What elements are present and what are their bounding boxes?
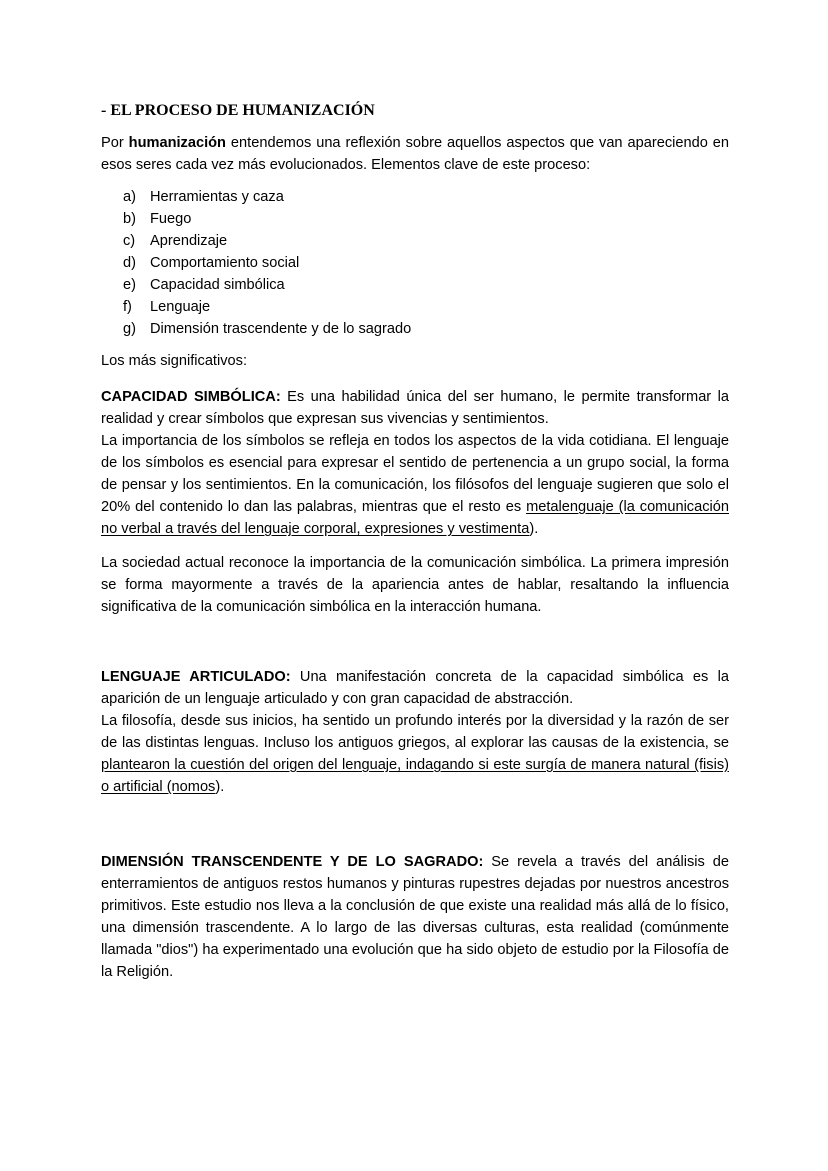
- trascendente-label: DIMENSIÓN TRANSCENDENTE Y DE LO SAGRADO:: [101, 854, 484, 870]
- list-marker: g): [123, 321, 136, 337]
- simbolica-text2-end: ).: [529, 521, 539, 537]
- trascendente-text: Se revela a través del análisis de enterramientos de antiguos restos humanos y pinturas rupestres dejadas por nuestros ancestros primitivos. Este estudio nos lleva a la conclusión de que existe una realidad más allá de lo físico, una dimensión trascendente. A lo largo de las diversas culturas, esta realidad (comúnmente llamada "dios") ha experimentado una evolución que ha sido objeto de estudio por la Filosofía de la Religión.: [101, 854, 729, 980]
- lenguaje-text2-end: ).: [215, 779, 225, 795]
- simbolica-label: CAPACIDAD SIMBÓLICA:: [101, 389, 281, 405]
- list-marker: c): [123, 233, 136, 249]
- lenguaje-text1: Una manifestación concreta de la capacidad simbólica es la aparición de un lenguaje articulado y con gran capacidad de abstracción.: [101, 669, 729, 707]
- lenguaje-label: LENGUAJE ARTICULADO:: [101, 669, 291, 685]
- list-item: [123, 186, 729, 208]
- trascendente-paragraph: [101, 851, 729, 983]
- list-marker: a): [123, 189, 136, 205]
- most-significant-line: Los más significativos:: [101, 353, 247, 369]
- list-marker: d): [123, 255, 136, 271]
- lenguaje-underlined: plantearon la cuestión del origen del lenguaje, indagando si este surgía de manera natural (fisis) o artificial (nomos: [101, 757, 729, 795]
- intro-bold-term: humanización: [128, 135, 226, 151]
- list-text: Lenguaje: [150, 299, 211, 315]
- list-item: [123, 274, 729, 296]
- simbolica-underlined: metalenguaje (la comunicación no verbal a través del lenguaje corporal, expresiones y vestimenta: [101, 499, 729, 537]
- list-text: Comportamiento social: [150, 255, 300, 271]
- list-item: [123, 208, 729, 230]
- list-marker: e): [123, 277, 136, 293]
- lenguaje-text2: La filosofía, desde sus inicios, ha sentido un profundo interés por la diversidad y la razón de ser de las distintas lenguas. Incluso los antiguos griegos, al explorar las causas de la existencia, se: [101, 713, 729, 751]
- simbolica-paragraph: [101, 386, 729, 540]
- list-text: Herramientas y caza: [150, 189, 284, 205]
- lenguaje-paragraph: [101, 666, 729, 798]
- simbolica-paragraph-2: La sociedad actual reconoce la importancia de la comunicación simbólica. La primera impresión se forma mayormente a través de la apariencia antes de hablar, resaltando la influencia significativa de la comunicación simbólica en la interacción humana.: [101, 555, 729, 615]
- list-text: Dimensión trascendente y de lo sagrado: [150, 321, 412, 337]
- list-item: [123, 230, 729, 252]
- simbolica-text2: La importancia de los símbolos se refleja en todos los aspectos de la vida cotidiana. El lenguaje de los símbolos es esencial para expresar el sentido de pertenencia a un grupo social, la forma de pensar y los sentimientos. En la comunicación, los filósofos del lenguaje sugieren que solo el 20% del contenido lo dan las palabras, mientras que el resto es: [101, 433, 729, 515]
- list-marker: f): [123, 299, 132, 315]
- list-text: Aprendizaje: [150, 233, 228, 249]
- list-text: Fuego: [150, 211, 192, 227]
- list-item: [123, 318, 729, 340]
- simbolica-text1: Es una habilidad única del ser humano, le permite transformar la realidad y crear símbolos que expresan sus vivencias y sentimientos.: [101, 389, 729, 427]
- document-page: [101, 101, 729, 983]
- intro-post: entendemos una reflexión sobre aquellos aspectos que van apareciendo en esos seres cada vez más evolucionados. Elementos clave de este proceso:: [101, 135, 730, 173]
- key-elements-list: [101, 186, 729, 340]
- list-item: [123, 296, 729, 318]
- intro-pre: Por: [101, 135, 129, 151]
- intro-paragraph: [101, 132, 729, 176]
- section-heading: - EL PROCESO DE HUMANIZACIÓN: [101, 102, 375, 119]
- list-marker: b): [123, 211, 136, 227]
- list-text: Capacidad simbólica: [150, 277, 285, 293]
- list-item: [123, 252, 729, 274]
